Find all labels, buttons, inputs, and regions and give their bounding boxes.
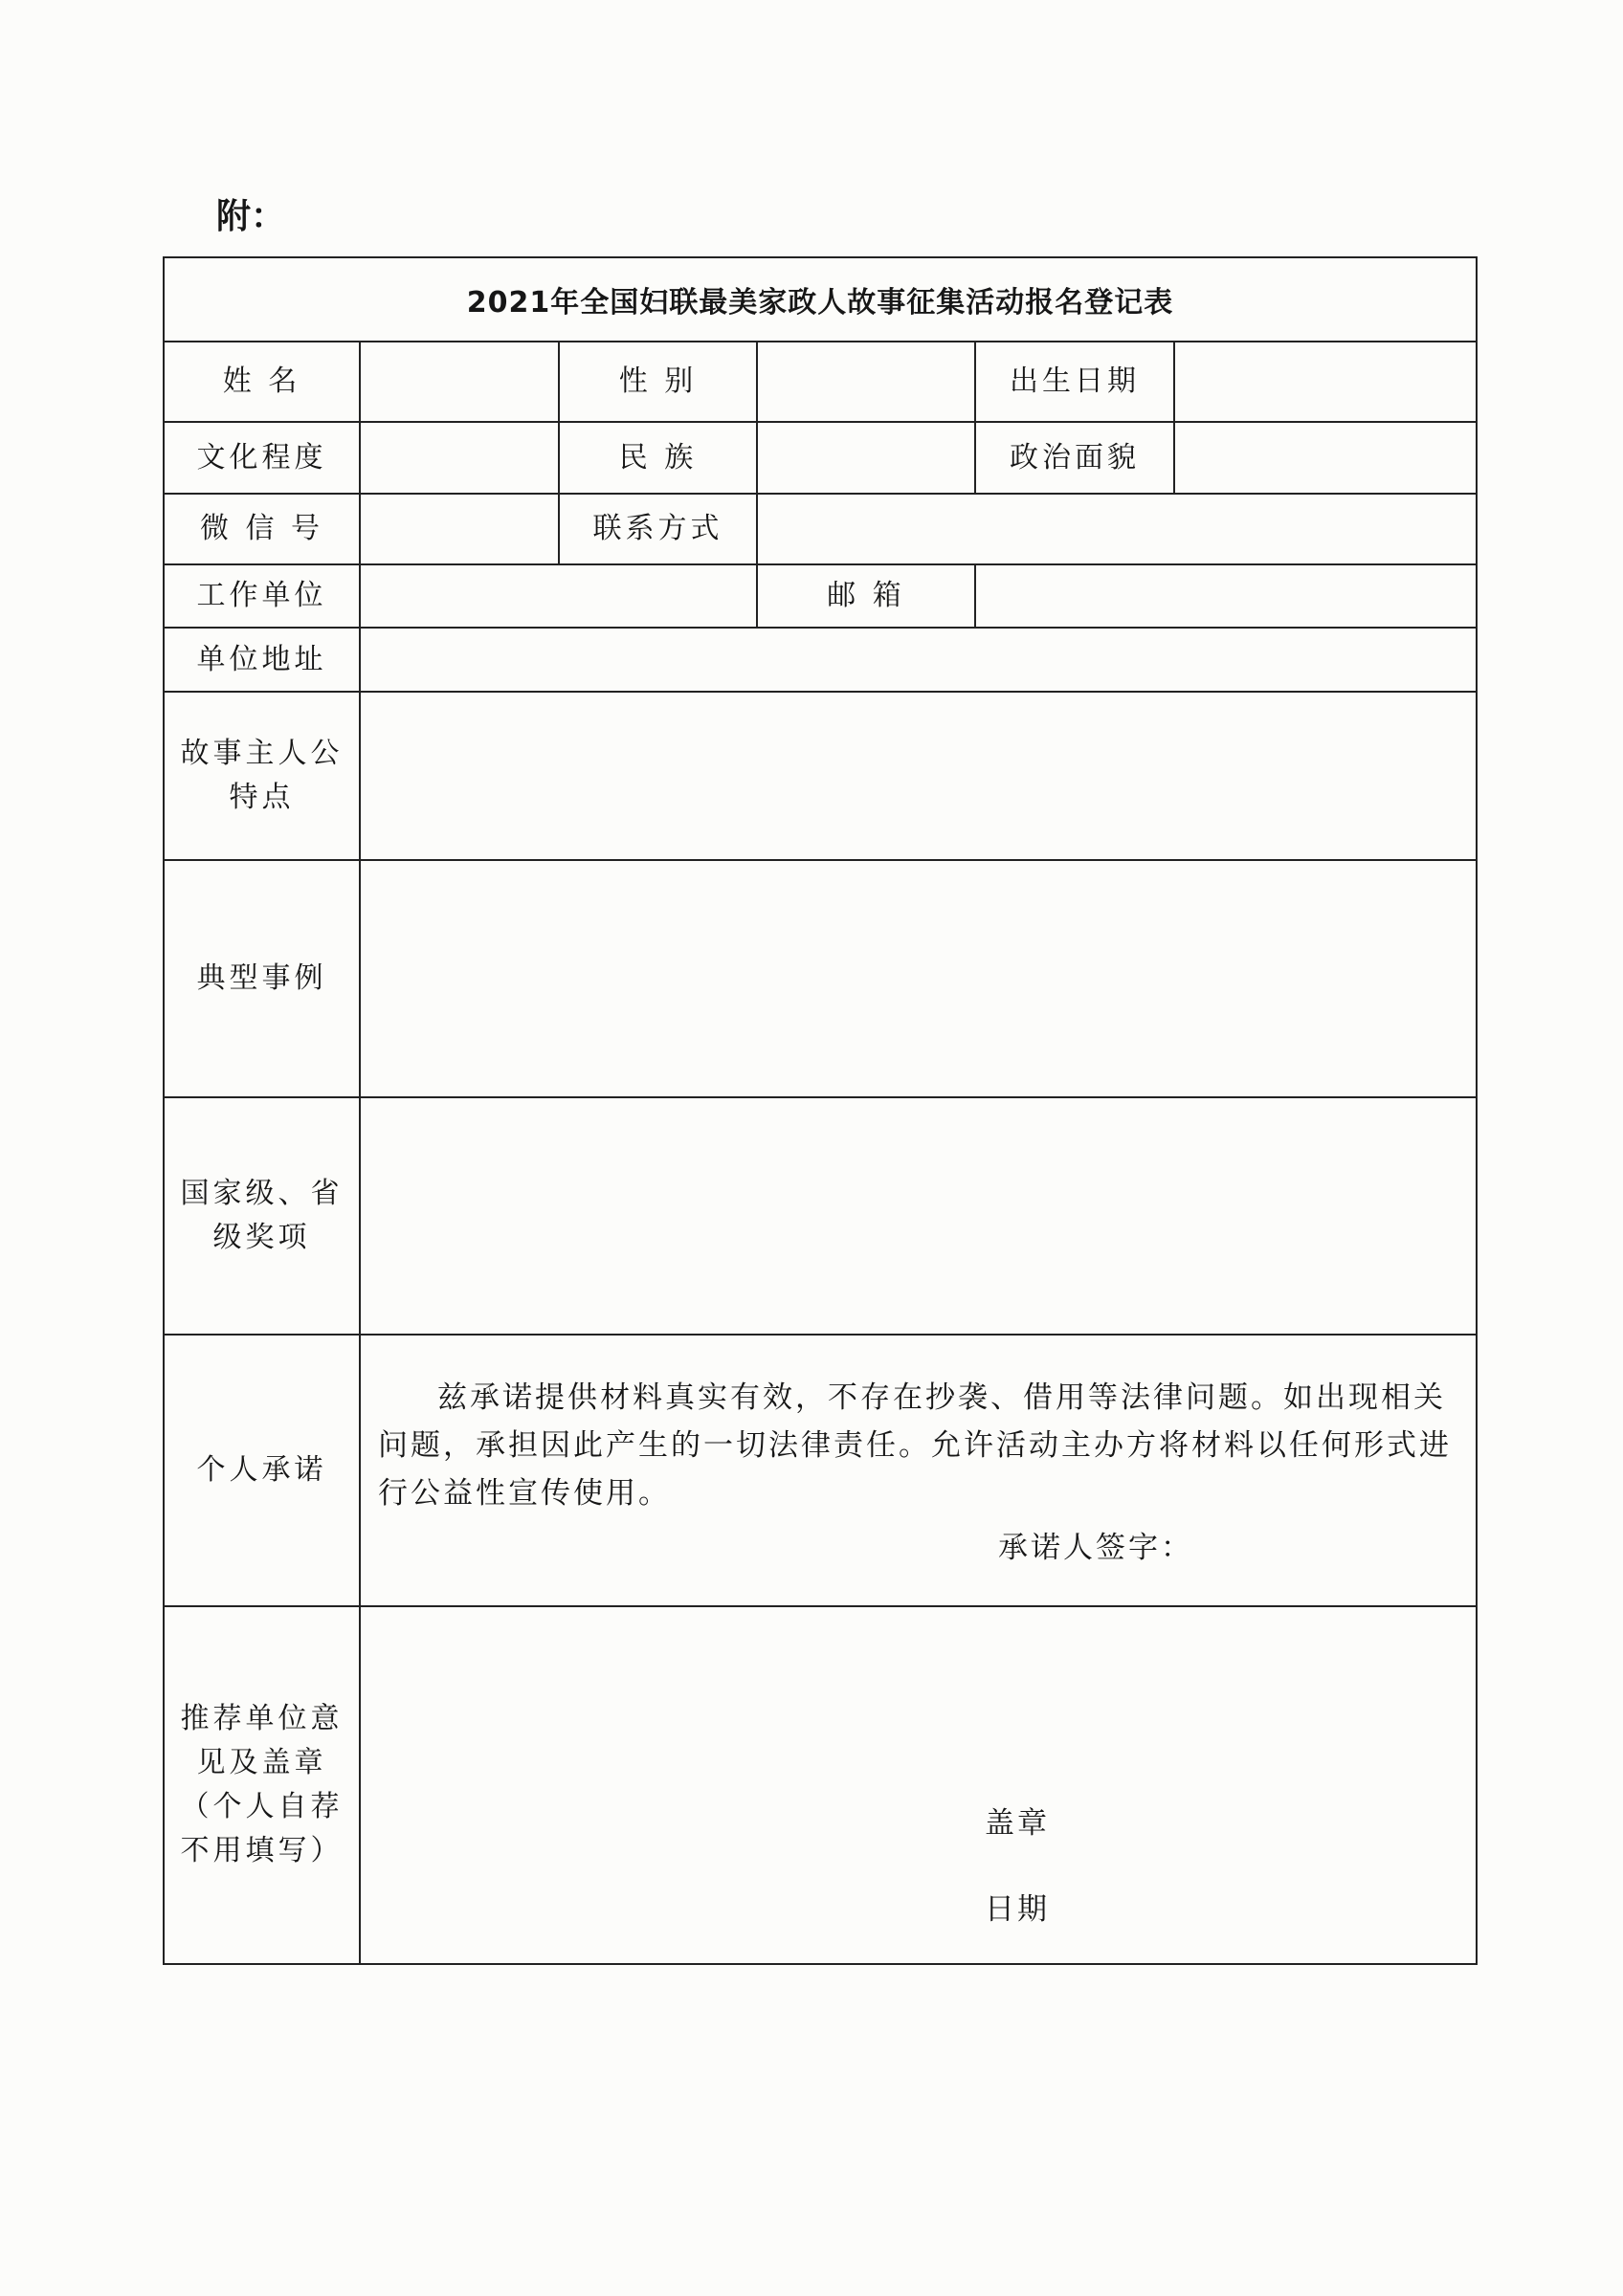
label-typical-cases: 典型事例 [164, 860, 360, 1097]
label-gender: 性 别 [559, 342, 757, 422]
attachment-label: 附： [216, 197, 286, 236]
protagonist-traits-field[interactable] [360, 692, 1477, 860]
employer-field[interactable] [360, 564, 757, 628]
label-employer: 工作单位 [164, 564, 360, 628]
label-education: 文化程度 [164, 422, 360, 494]
gender-field[interactable] [757, 342, 975, 422]
label-awards: 国家级、省级奖项 [164, 1097, 360, 1335]
label-email: 邮 箱 [757, 564, 975, 628]
label-employer-address: 单位地址 [164, 628, 360, 692]
date-label: 日期 [985, 1892, 1050, 1927]
label-birth-date: 出生日期 [975, 342, 1174, 422]
pledge-text: 兹承诺提供材料真实有效，不存在抄袭、借用等法律问题。如出现相关问题，承担因此产生的一切法律责任。允许活动主办方将材料以任何形式进行公益性宣传使用。 [378, 1380, 1452, 1511]
pledge-content [360, 1335, 1477, 1606]
label-protagonist-traits: 故事主人公特点 [164, 692, 360, 860]
education-field[interactable] [360, 422, 559, 494]
label-contact: 联系方式 [559, 494, 757, 564]
contact-field[interactable] [757, 494, 1477, 564]
form-title: 2021年全国妇联最美家政人故事征集活动报名登记表 [164, 257, 1477, 342]
email-field[interactable] [975, 564, 1477, 628]
recommendation-field[interactable] [360, 1606, 1477, 1964]
typical-cases-field[interactable] [360, 860, 1477, 1097]
employer-address-field[interactable] [360, 628, 1477, 692]
label-pledge: 个人承诺 [164, 1335, 360, 1606]
pledge-signature-label: 承诺人签字： [998, 1531, 1193, 1565]
ethnicity-field[interactable] [757, 422, 975, 494]
awards-field[interactable] [360, 1097, 1477, 1335]
political-status-field[interactable] [1174, 422, 1477, 494]
birth-date-field[interactable] [1174, 342, 1477, 422]
name-field[interactable] [360, 342, 559, 422]
seal-label: 盖章 [985, 1806, 1050, 1841]
wechat-field[interactable] [360, 494, 559, 564]
label-wechat: 微 信 号 [164, 494, 360, 564]
label-recommendation: 推荐单位意见及盖章（个人自荐不用填写） [164, 1606, 360, 1964]
label-political-status: 政治面貌 [975, 422, 1174, 494]
label-ethnicity: 民 族 [559, 422, 757, 494]
registration-form-table [163, 256, 1478, 1965]
label-name: 姓 名 [164, 342, 360, 422]
